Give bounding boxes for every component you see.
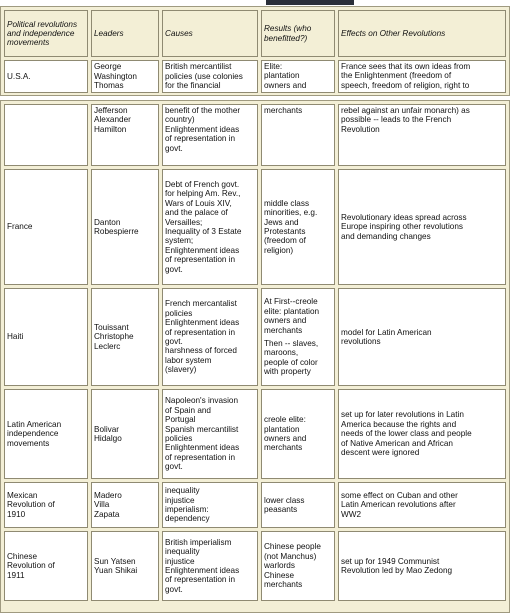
- cell-france-causes: [162, 169, 258, 285]
- cell-china-effects: [338, 531, 506, 601]
- cell-france-results: [261, 169, 335, 285]
- line: Chinese: [7, 551, 38, 561]
- line: Versailles;: [165, 217, 203, 227]
- line: 1910: [7, 509, 26, 519]
- line: Robespierre: [94, 227, 139, 236]
- line: possible -- leads to the French: [341, 115, 452, 125]
- line: Enlightenment ideas: [165, 318, 240, 328]
- line: Chinese people: [264, 542, 321, 552]
- line: Europe inspiring other revolutions: [341, 222, 463, 232]
- line: imperialism:: [165, 505, 209, 514]
- line: Madero: [94, 490, 122, 500]
- line: Inequality of 3 Estate: [165, 227, 242, 236]
- line: govt.: [165, 462, 183, 472]
- cell-china-causes: [162, 531, 258, 601]
- cell-china-name: [4, 531, 88, 601]
- line: elite: plantation: [264, 306, 320, 316]
- line: Revolution: [341, 124, 380, 134]
- line: model for Latin American: [341, 327, 432, 337]
- line: Hidalgo: [94, 434, 122, 443]
- cell-usa-cont-causes: [162, 104, 258, 166]
- cell-usa-cont-results: [261, 104, 335, 166]
- line: rebel against an unfair monarch) as: [341, 106, 470, 115]
- line: merchants: [264, 580, 303, 590]
- line: policies: [165, 308, 193, 318]
- line: At First--creole: [264, 297, 318, 307]
- line: inequality: [165, 547, 200, 557]
- line: France sees that its own ideas from: [341, 62, 471, 71]
- line: some effect on Cuban and other: [341, 490, 458, 500]
- revolutions-table-top: [1, 7, 509, 96]
- cell-haiti-causes: [162, 288, 258, 386]
- line: Debt of French govt.: [165, 179, 240, 189]
- header-leaders: Leaders: [91, 10, 159, 57]
- line: merchants: [264, 325, 303, 335]
- line: peasants: [264, 505, 298, 514]
- line: Touissant: [94, 322, 129, 332]
- line: America because the rights and: [341, 419, 457, 429]
- line: Enlightenment ideas: [165, 443, 240, 453]
- cell-usa-results: [261, 60, 335, 93]
- line: govt.: [165, 337, 183, 346]
- line: British mercantilist: [165, 62, 232, 72]
- line: for the financial: [165, 81, 221, 91]
- line: owners and: [264, 80, 307, 90]
- line: French mercantalist: [165, 299, 237, 309]
- line: Christophe: [94, 332, 134, 342]
- line: set up for 1949 Communist: [341, 556, 440, 566]
- line: Then -- slaves,: [264, 339, 319, 348]
- line: Revolution of: [7, 500, 55, 510]
- toolbar-tab: [266, 0, 354, 5]
- line: dependency: [165, 514, 210, 524]
- cell-latin-name: [4, 389, 88, 479]
- table-part-1: [0, 6, 510, 96]
- table-row-mexico: [4, 482, 506, 528]
- line: country): [165, 115, 195, 125]
- line: of representation in: [165, 575, 236, 585]
- line: warlords: [264, 561, 295, 571]
- line: benefit of the mother: [165, 106, 241, 115]
- line: plantation: [264, 424, 300, 434]
- line: for helping Am. Rev.,: [165, 189, 241, 199]
- line: (not Manchus): [264, 551, 317, 561]
- line: George: [94, 62, 122, 72]
- line: owners and: [264, 434, 307, 443]
- line: govt.: [165, 143, 183, 153]
- revolutions-table-bottom: [1, 101, 509, 604]
- cell-mexico-name: [4, 482, 88, 528]
- cell-mexico-results: [261, 482, 335, 528]
- cell-usa-causes: [162, 60, 258, 93]
- line: Thomas: [94, 81, 124, 91]
- line: policies (use colonies: [165, 71, 243, 81]
- line: Washington: [94, 71, 137, 81]
- header-results: Results (who benefitted?): [261, 10, 335, 57]
- line: Enlightenment ideas: [165, 245, 240, 255]
- line: Zapata: [94, 509, 120, 519]
- line: descent were ignored: [341, 448, 420, 458]
- line: harshness of forced: [165, 346, 237, 356]
- table-header-row: [4, 10, 506, 57]
- cell-mexico-leaders: [91, 482, 159, 528]
- table-row-usa: [4, 60, 506, 93]
- header-effects: Effects on Other Revolutions: [338, 10, 506, 57]
- line: revolutions: [341, 337, 381, 346]
- line: movements: [7, 438, 50, 448]
- cell-haiti-leaders: [91, 288, 159, 386]
- cell-mexico-causes: [162, 482, 258, 528]
- cell-usa-cont-name: [4, 104, 88, 166]
- line: set up for later revolutions in Latin: [341, 410, 464, 420]
- line: Yuan Shikai: [94, 566, 138, 575]
- cell-france-effects: [338, 169, 506, 285]
- cell-usa-name: U.S.A.: [4, 60, 88, 93]
- cell-france-leaders: [91, 169, 159, 285]
- header-causes: Causes: [162, 10, 258, 57]
- line: Enlightenment ideas: [165, 124, 240, 134]
- line: people of color: [264, 357, 318, 367]
- line: owners and: [264, 316, 307, 326]
- line: Wars of Louis XIV,: [165, 198, 232, 208]
- cell-latin-causes: [162, 389, 258, 479]
- line: Sun Yatsen: [94, 556, 136, 566]
- cell-usa-effects: [338, 60, 506, 93]
- cell-france-name: France: [4, 169, 88, 285]
- line: of representation in: [165, 452, 236, 462]
- line: and demanding changes: [341, 231, 431, 241]
- line: maroons,: [264, 348, 299, 358]
- line: religion): [264, 245, 294, 255]
- cell-china-results: [261, 531, 335, 601]
- line: of representation in: [165, 327, 236, 337]
- table-part-2: [0, 100, 510, 613]
- line: Alexander: [94, 115, 131, 125]
- line: Jefferson: [94, 106, 128, 115]
- line: govt.: [165, 264, 183, 274]
- line: WW2: [341, 509, 362, 519]
- line: (freedom of: [264, 236, 306, 246]
- cell-haiti-results: [261, 288, 335, 386]
- line: merchants: [264, 106, 303, 115]
- line: of representation in: [165, 134, 236, 144]
- line: Mexican: [7, 490, 38, 500]
- line: needs of the lower class and people: [341, 429, 472, 439]
- line: Chinese: [264, 570, 295, 580]
- line: creole elite:: [264, 415, 306, 425]
- cell-usa-leaders: [91, 60, 159, 93]
- line: the Enlightenment (freedom of: [341, 71, 452, 81]
- line: Villa: [94, 500, 110, 510]
- table-row-haiti: [4, 288, 506, 386]
- header-revolutions: Political revolutions and independence movements: [4, 10, 88, 57]
- line: Leclerc: [94, 341, 121, 351]
- line: Revolution led by Mao Zedong: [341, 566, 453, 575]
- line: Revolution of: [7, 561, 55, 571]
- cell-usa-cont-effects: [338, 104, 506, 166]
- line: of representation in: [165, 255, 236, 265]
- line: independence: [7, 429, 59, 439]
- cell-haiti-name: Haiti: [4, 288, 88, 386]
- line: system;: [165, 236, 194, 246]
- line: labor system: [165, 355, 212, 365]
- line: Hamilton: [94, 124, 127, 134]
- line: Latin American: [7, 419, 62, 429]
- line: merchants: [264, 443, 303, 453]
- line: Spanish mercantilist: [165, 424, 239, 434]
- line: with property: [264, 367, 311, 377]
- line: 1911: [7, 570, 25, 580]
- cell-mexico-effects: [338, 482, 506, 528]
- cell-latin-effects: [338, 389, 506, 479]
- line: Jews and: [264, 217, 299, 227]
- line: govt.: [165, 584, 183, 594]
- line: plantation: [264, 71, 300, 81]
- cell-usa-cont-leaders: [91, 104, 159, 166]
- line: Danton: [94, 217, 121, 227]
- line: Napoleon's invasion: [165, 396, 239, 406]
- line: British imperialism: [165, 537, 232, 547]
- line: (slavery): [165, 365, 197, 375]
- line: of Native American and African: [341, 438, 453, 448]
- line: injustice: [165, 556, 195, 566]
- line: Protestants: [264, 227, 306, 236]
- line: Elite:: [264, 62, 283, 71]
- line: Latin American revolutions after: [341, 500, 456, 510]
- cell-latin-leaders: [91, 389, 159, 479]
- cell-haiti-effects: [338, 288, 506, 386]
- cell-china-leaders: [91, 531, 159, 601]
- line: lower class: [264, 495, 305, 505]
- table-row-usa-continued: [4, 104, 506, 166]
- table-row-china: [4, 531, 506, 601]
- cell-latin-results: [261, 389, 335, 479]
- line: minorities, e.g.: [264, 208, 318, 218]
- line: Enlightenment ideas: [165, 566, 240, 575]
- line: of Spain and: [165, 405, 211, 415]
- table-row-france: [4, 169, 506, 285]
- line: policies: [165, 434, 193, 443]
- line: middle class: [264, 198, 310, 208]
- line: Portugal: [165, 415, 196, 425]
- table-row-latin-america: [4, 389, 506, 479]
- line: injustice: [165, 495, 195, 505]
- line: inequality: [165, 486, 200, 496]
- line: and the palace of: [165, 208, 228, 218]
- line: Revolutionary ideas spread across: [341, 212, 467, 222]
- line: speech, freedom of religion, right to: [341, 80, 470, 90]
- line: Bolivar: [94, 424, 120, 434]
